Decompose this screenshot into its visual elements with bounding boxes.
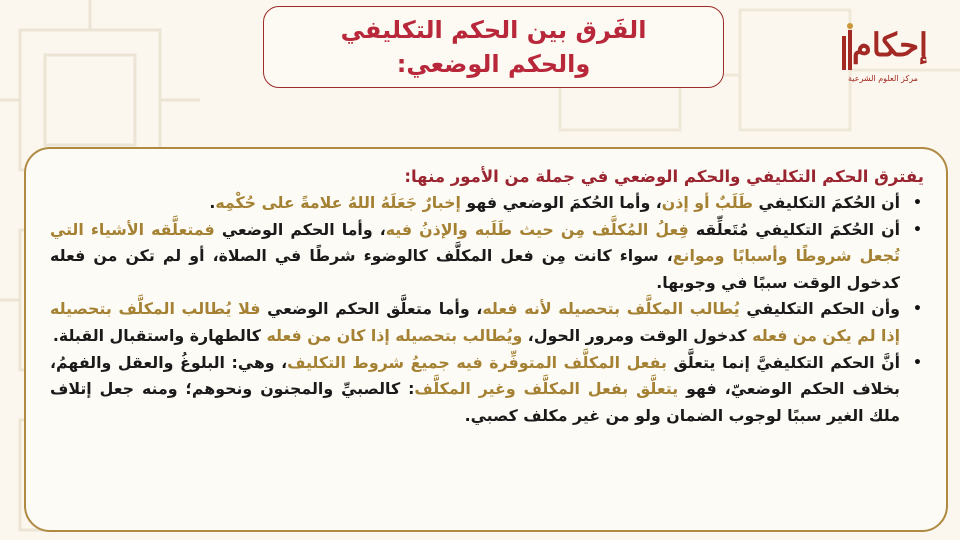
text-segment: : كالصبيِّ والمجنون ونحوهم؛ ومنه جعل إتلاف ملك الغير سببًا لوجوب الضمان ولو من غير مكلف كصبي. [50, 379, 900, 425]
text-segment: كالطهارة واستقبال القبلة. [52, 325, 267, 345]
highlighted-phrase: يُطالب المكلَّف بتحصيله لأنه فعله [482, 299, 740, 319]
text-segment: ، وأما متعلَّق الحكم الوضعي [260, 299, 483, 319]
text-segment: . [209, 193, 216, 212]
content-box [24, 147, 948, 532]
bullet-icon: • [913, 354, 922, 371]
list-item [50, 296, 922, 349]
intro-text: يفترق الحكم التكليفي والحكم الوضعي في جملة من الأمور منها: [404, 167, 924, 186]
highlighted-phrase: فمتعلَّقه الأشياء التي تُجعل شروطًا وأسبابًا وموانع [50, 219, 900, 266]
highlighted-phrase: إخبارٌ جَعَلَهُ اللهُ علامةً على حُكْمِه [215, 193, 461, 212]
text-segment: أن الحُكمَ التكليفي [753, 193, 900, 212]
list-item [50, 217, 922, 297]
highlighted-phrase: يتعلَّق بفعل المكلَّف وغير المكلَّف [414, 379, 679, 399]
highlighted-phrase: طَلَبٌ أو إذن [661, 193, 754, 212]
highlighted-phrase: بفعل المكلَّف المتوفِّرة فيه جميعُ شروط التكليف [287, 352, 667, 372]
bullet-icon: • [913, 301, 922, 318]
logo-subtitle: مركز العلوم الشرعية [848, 74, 918, 83]
text-segment: أن الحُكمَ التكليفي مُتَعلِّقه [688, 219, 900, 239]
text-segment: كدخول الوقت ومرور الحول، [522, 325, 753, 345]
highlighted-phrase: فلا يُطالب المكلَّف بتحصيله إذا لم يكن من فعله [50, 299, 900, 345]
title-box [263, 6, 724, 88]
list-item [50, 350, 922, 430]
bullet-icon: • [913, 195, 922, 211]
text-segment: وأن الحكم التكليفي [739, 299, 900, 319]
page-title-line1: الفَرق بين الحكم التكليفي [340, 16, 647, 44]
logo [838, 22, 938, 92]
list-item [50, 190, 922, 217]
text-segment: ، وأما الحكم الوضعي [214, 219, 386, 239]
page-title-line2: والحكم الوضعي: [396, 50, 591, 78]
bullet-icon: • [913, 221, 922, 238]
points-list [50, 190, 926, 429]
highlighted-phrase: ويُطالب بتحصيله إذا كان من فعله [266, 325, 523, 345]
text-segment: ، وأما الحُكمَ الوضعي فهو [460, 193, 662, 212]
text-segment: ، سواء كانت مِن فعل المكلَّف كالوضوء شرطًا في الصلاة، أو لم تكن من فعله كدخول الوقت سببًا في وجوبها. [50, 246, 900, 292]
logo-wordmark: إحكام [852, 26, 928, 64]
text-segment: ، وهي: البلوغُ والعقل والفهمُ، بخلاف الحكم الوضعيّ، فهو [50, 352, 900, 399]
highlighted-phrase: فِعلُ المُكلَّف مِن حيث طَلَبه والإذنُ فيه [385, 219, 689, 239]
text-segment: أنَّ الحكم التكليفيَّ إنما يتعلَّق [666, 352, 900, 372]
